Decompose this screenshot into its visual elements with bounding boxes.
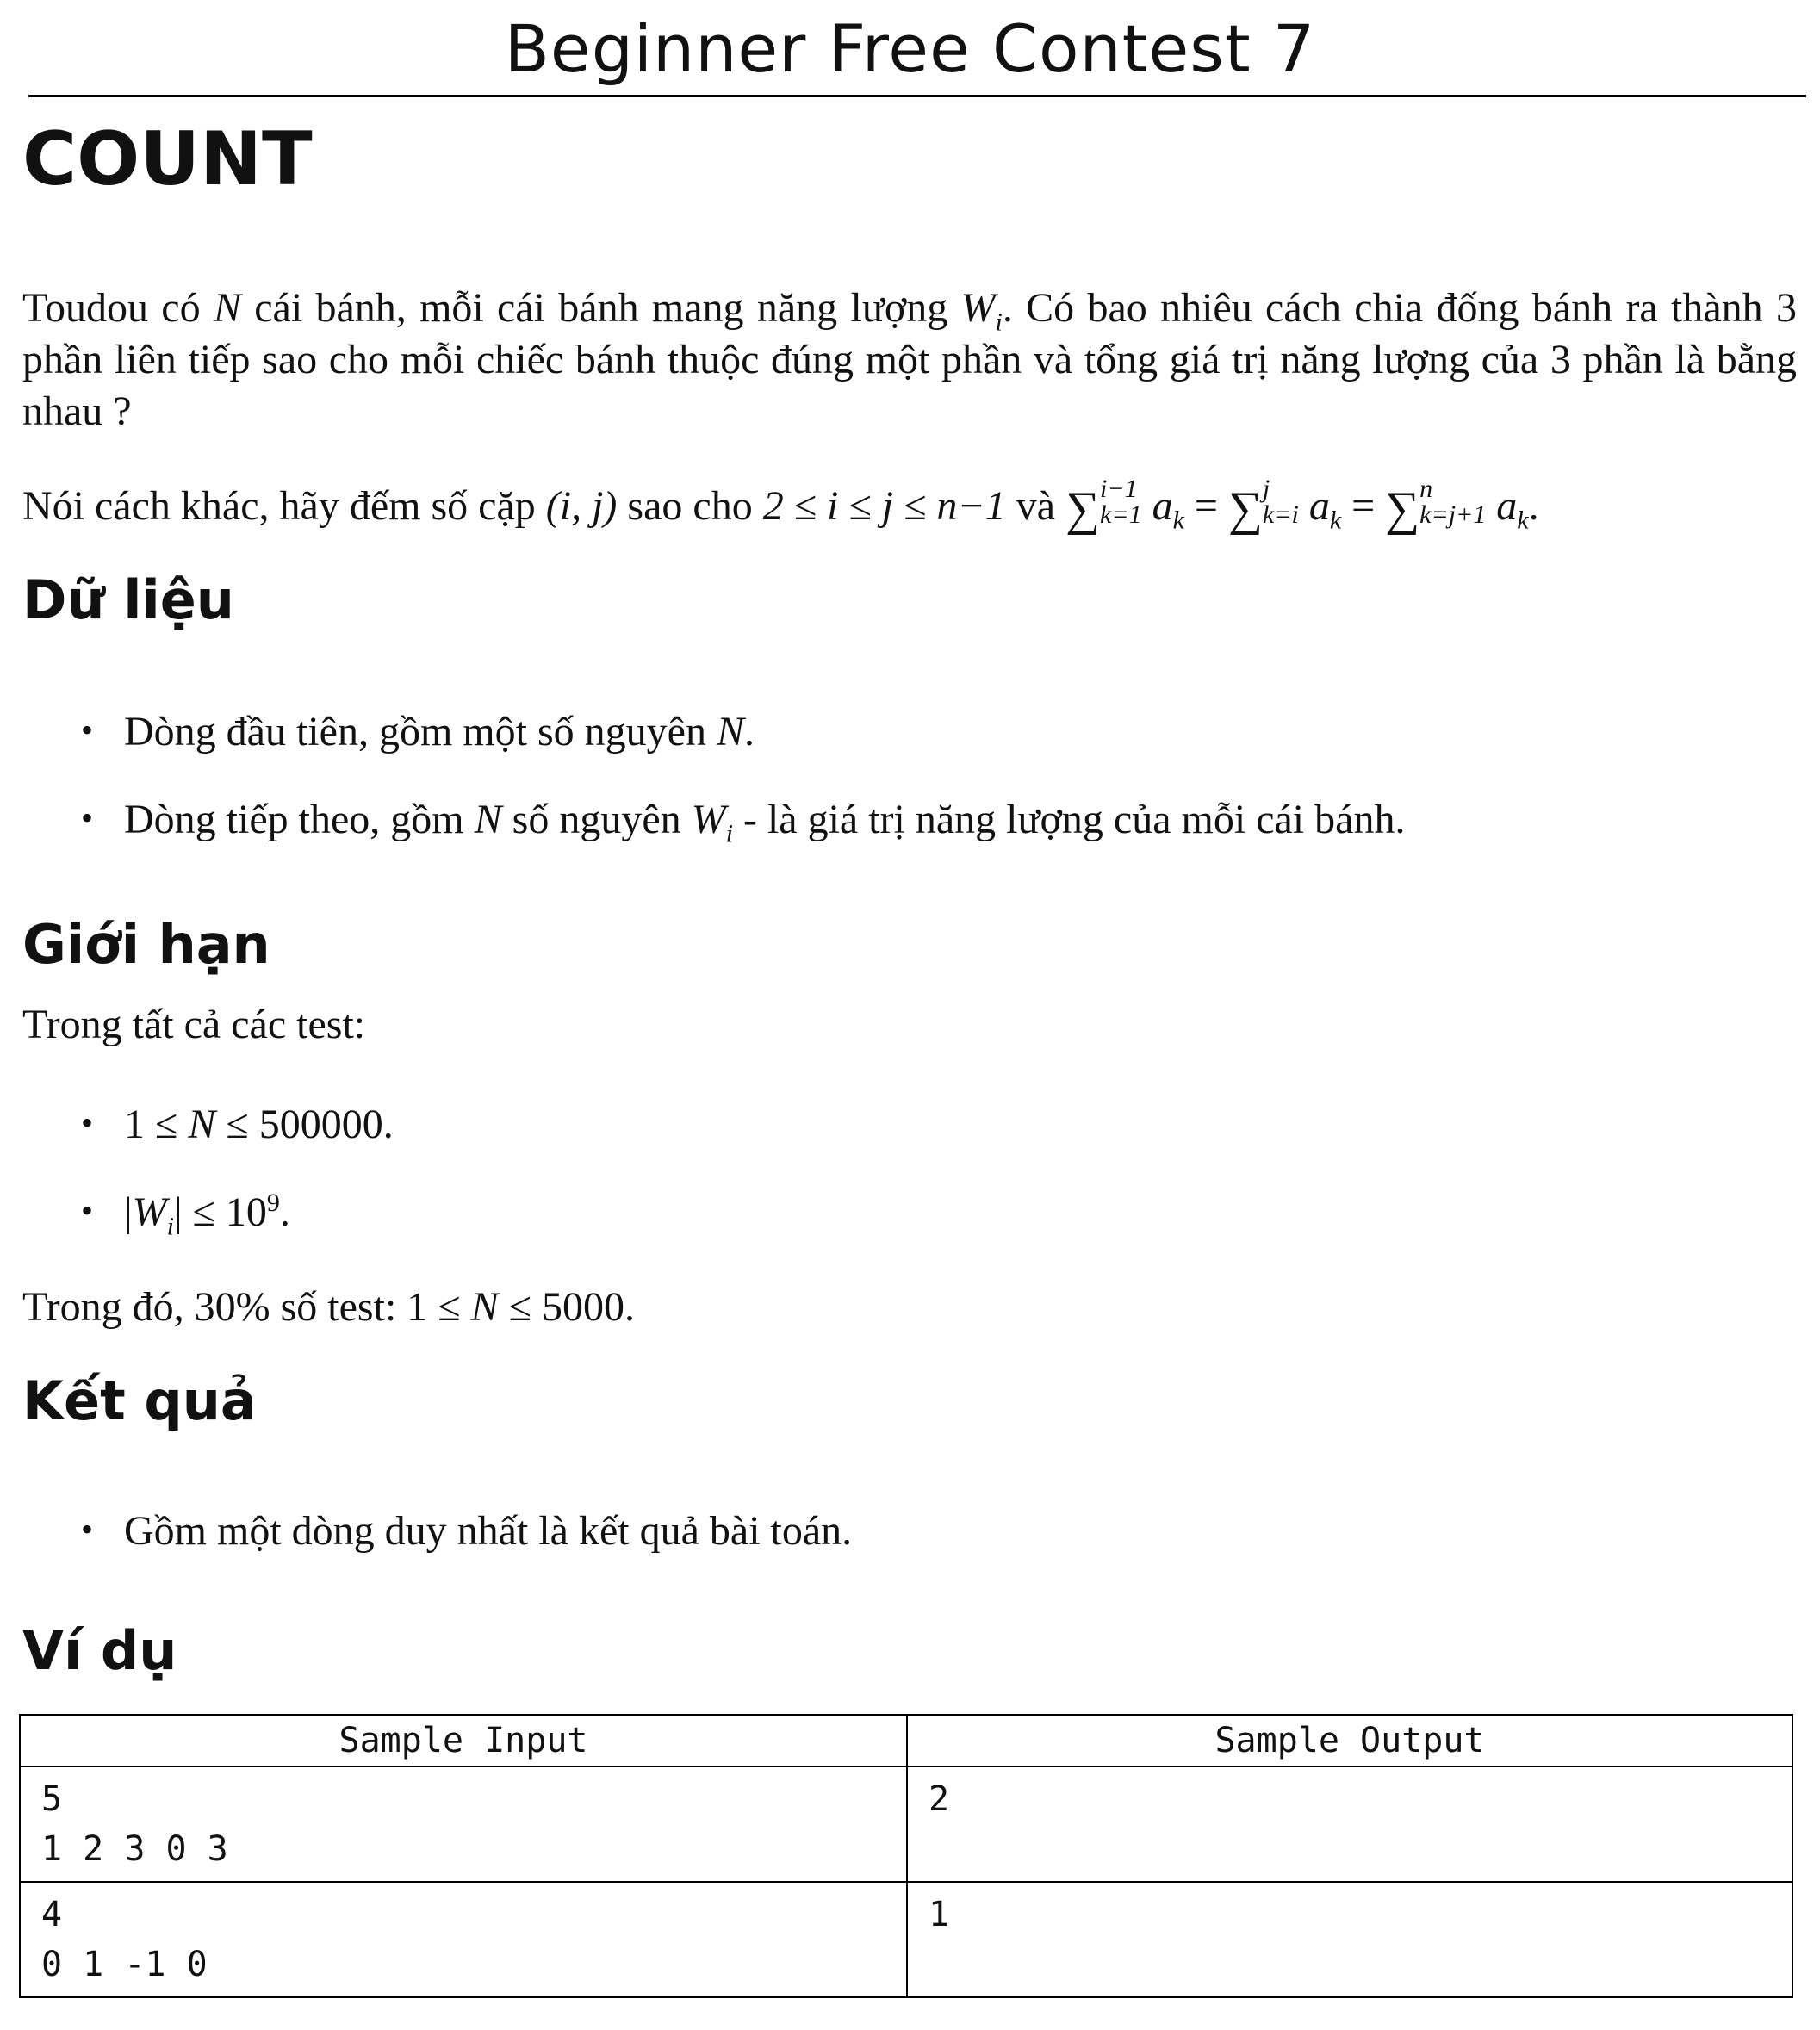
sample-table — [19, 1714, 1793, 1998]
statement-text: cái bánh, mỗi cái bánh mang năng lượng — [240, 285, 961, 331]
sample-line: 4 — [41, 1895, 63, 1934]
math-var: a — [1496, 483, 1518, 529]
sum-limits — [1263, 476, 1299, 528]
math-var: N — [474, 797, 502, 842]
sum-upper: i−1 — [1100, 475, 1138, 503]
math-var: N — [188, 1102, 216, 1147]
bullet-icon: • — [81, 711, 94, 749]
sample-output-cell — [907, 1766, 1792, 1882]
formula-text: và — [1005, 483, 1066, 529]
item-text: Gồm một dòng duy nhất là kết quả bài toán. — [124, 1508, 853, 1554]
sample-line: 2 — [929, 1779, 950, 1819]
item-text: số nguyên — [501, 797, 692, 842]
input-item-2 — [81, 792, 1405, 846]
title-divider — [28, 95, 1806, 97]
bullet-icon: • — [81, 798, 94, 837]
formula-text: . — [1528, 483, 1539, 529]
limits-note — [22, 1282, 1797, 1333]
item-text: | ≤ 10 — [173, 1189, 267, 1235]
math-subscript: k — [1517, 506, 1529, 535]
sample-line: 0 1 -1 0 — [41, 1945, 208, 1984]
math-subscript: k — [1329, 506, 1342, 535]
statement-text: Toudou có — [22, 285, 214, 331]
bullet-icon: • — [81, 1510, 94, 1549]
statement-text: . Có bao nhiêu cách chia đống bánh ra thành 3 phần liên tiếp sao cho mỗi chiếc bánh thuộc đúng một phần và tổng giá trị năng lượng của 3 phần là bằng nhau ? — [22, 285, 1797, 434]
sum-lower: k=j+1 — [1419, 500, 1487, 529]
math-var: W — [960, 285, 996, 331]
limits-intro: Trong tất cả các test: — [22, 1002, 366, 1047]
item-text: Dòng đầu tiên, gồm một số nguyên — [124, 709, 717, 754]
sum-lower: k=i — [1262, 500, 1299, 529]
sample-input-cell — [20, 1766, 907, 1882]
item-text: | — [124, 1189, 133, 1235]
math-var: N — [470, 1284, 499, 1330]
math-var: a — [1152, 483, 1173, 529]
sum-limits — [1100, 476, 1142, 528]
sample-input-header: Sample Input — [20, 1715, 907, 1766]
equals-sign: = — [1183, 483, 1228, 529]
math-pair: (i, j) — [545, 483, 618, 529]
sum-symbol: ∑ — [1385, 482, 1420, 536]
sample-line: 1 2 3 0 3 — [41, 1829, 228, 1869]
sample-output-header: Sample Output — [907, 1715, 1792, 1766]
bullet-icon: • — [81, 1191, 94, 1230]
math-subscript: k — [1172, 506, 1184, 535]
math-var: a — [1308, 483, 1330, 529]
math-subscript: i — [725, 819, 733, 848]
output-item-1 — [81, 1504, 852, 1557]
math-condition: 2 ≤ i ≤ j ≤ n−1 — [762, 483, 1006, 529]
limit-item-1 — [81, 1097, 394, 1151]
table-row — [20, 1766, 1792, 1882]
sum-limits — [1419, 476, 1486, 528]
math-var: W — [132, 1189, 167, 1235]
item-text: 1 ≤ — [124, 1102, 189, 1147]
math-subscript: i — [166, 1212, 174, 1241]
sample-header-row — [20, 1715, 1792, 1766]
math-superscript: 9 — [266, 1189, 280, 1217]
limit-item-2 — [81, 1185, 290, 1241]
item-text: . — [279, 1189, 290, 1235]
sample-line: 5 — [41, 1779, 63, 1819]
sample-line: 1 — [929, 1895, 950, 1934]
sample-output-cell — [907, 1882, 1792, 1997]
sum-symbol: ∑ — [1228, 482, 1263, 536]
sum-lower: k=1 — [1100, 500, 1142, 529]
sum-upper: j — [1262, 475, 1270, 503]
bullet-icon: • — [81, 1103, 94, 1142]
item-text: ≤ 500000. — [215, 1102, 394, 1147]
output-heading: Kết quả — [22, 1369, 257, 1432]
formula-text: Nói cách khác, hãy đếm số cặp — [22, 483, 546, 529]
sample-input-cell — [20, 1882, 907, 1997]
math-var: W — [691, 797, 726, 842]
input-heading: Dữ liệu — [22, 568, 234, 631]
sum-symbol: ∑ — [1065, 482, 1101, 536]
formula-paragraph — [22, 476, 1797, 535]
math-var: N — [213, 285, 241, 331]
item-text: Dòng tiếp theo, gồm — [124, 797, 475, 842]
problem-title: COUNT — [22, 116, 313, 202]
equals-sign: = — [1341, 483, 1386, 529]
table-row — [20, 1882, 1792, 1997]
limits-heading: Giới hạn — [22, 913, 270, 976]
input-item-1 — [81, 705, 755, 758]
formula-text: sao cho — [617, 483, 763, 529]
note-text: Trong đó, 30% số test: 1 ≤ — [22, 1284, 471, 1330]
math-subscript: i — [995, 307, 1003, 337]
examples-heading: Ví dụ — [22, 1619, 177, 1682]
item-text: - là giá trị năng lượng của mỗi cái bánh. — [732, 797, 1406, 842]
sum-upper: n — [1419, 475, 1433, 503]
contest-title: Beginner Free Contest 7 — [504, 10, 1316, 87]
statement-paragraph — [22, 282, 1797, 438]
note-text: ≤ 5000. — [498, 1284, 635, 1330]
item-text: . — [743, 709, 755, 754]
math-var: N — [716, 709, 744, 754]
